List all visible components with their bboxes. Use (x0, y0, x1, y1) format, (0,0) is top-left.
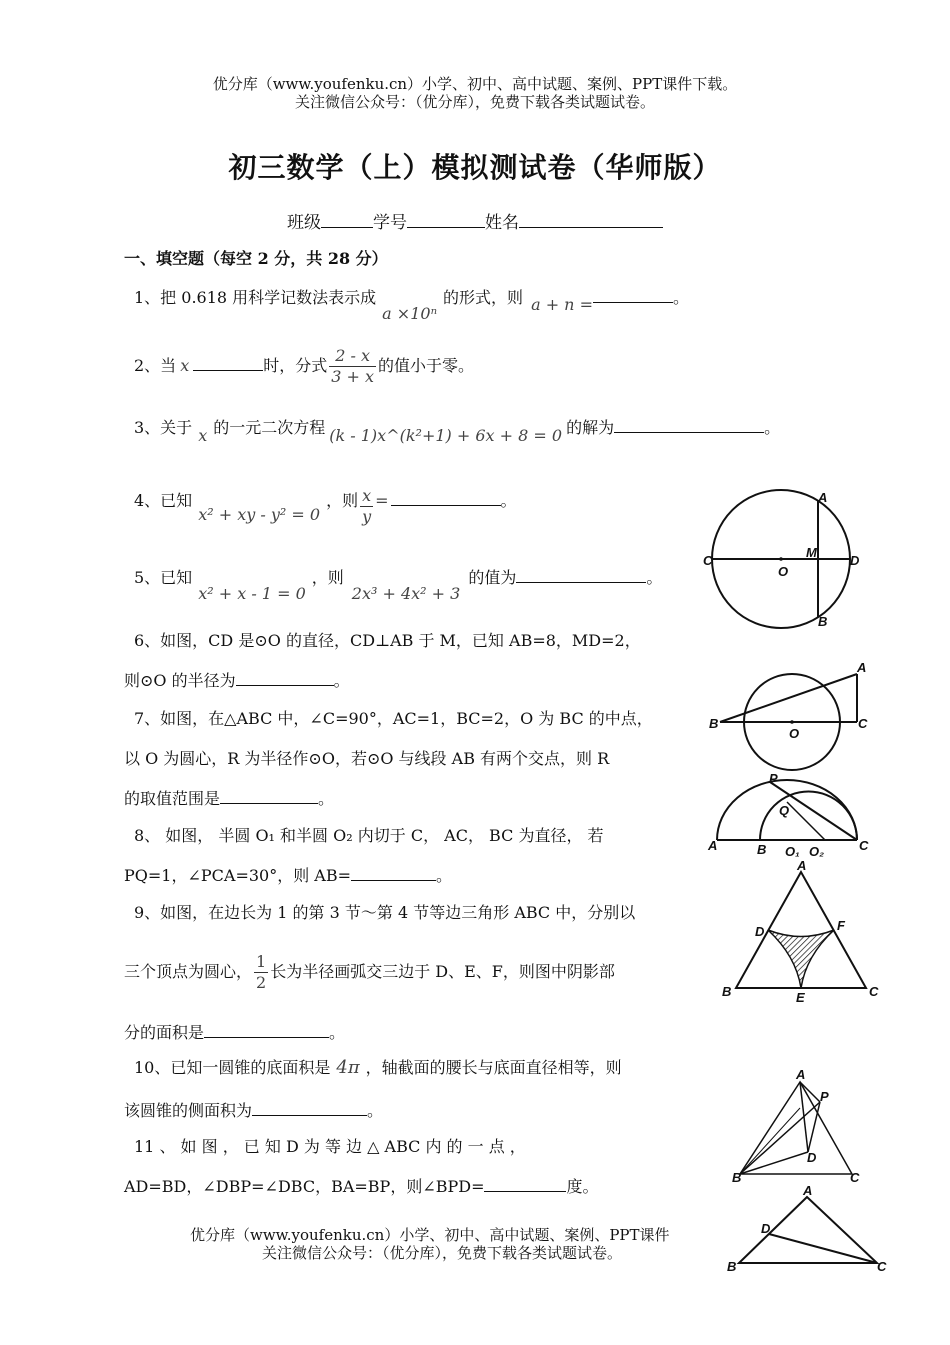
label-B: B (722, 984, 732, 999)
label-D: D (850, 553, 860, 568)
figure-circle-chord (700, 485, 860, 630)
question-8-line-2: PQ=1，∠PCA=30°，则 AB= 。 (124, 866, 453, 885)
question-10-line-2: 该圆锥的侧面积为 。 (124, 1101, 384, 1120)
section-heading: 一、填空题（每空 2 分，共 28 分） (124, 249, 388, 268)
label-A: A (797, 858, 807, 873)
class-blank (321, 211, 373, 228)
figure-triangle-d (725, 1183, 895, 1273)
label-A: A (818, 490, 828, 505)
question-9-line-1: 9、如图，在边长为 1 的第 3 节～第 4 节等边三角形 ABC 中，分别以 (134, 903, 636, 922)
answer-blank (484, 1175, 566, 1192)
label-D: D (807, 1150, 817, 1165)
question-9-line-2: 三个顶点为圆心， $\frac{1}{2}$ 长为半径画弧交三边于 D、E、F，则图中阴影部 (124, 952, 615, 992)
answer-blank (220, 787, 318, 804)
label-D: D (761, 1221, 771, 1236)
question-6-line-2: 则⊙O 的半径为 。 (124, 671, 350, 690)
footer-line-1: 优分库（www.youfenku.cn）小学、初中、高中试题、案例、PPT课件 (190, 1226, 670, 1244)
label-O1: O₁ (785, 844, 800, 859)
figure-triangle-point (730, 1068, 870, 1188)
fraction: $\frac{x}{y}$ (362, 486, 372, 526)
label-C: C (877, 1259, 887, 1274)
answer-blank (593, 286, 673, 303)
answer-blank (516, 566, 646, 583)
label-O: O (789, 726, 800, 741)
label-C: C (850, 1170, 860, 1185)
label-C: C (869, 984, 879, 999)
label-E: E (796, 990, 805, 1005)
label-A: A (857, 660, 867, 675)
question-7-line-3: 的取值范围是 。 (124, 789, 335, 808)
answer-blank (614, 416, 764, 433)
answer-blank (252, 1099, 367, 1116)
figure-semicircles (705, 770, 875, 860)
label-O2: O₂ (809, 844, 825, 859)
label-O: O (778, 564, 789, 579)
answer-blank (236, 669, 334, 686)
question-6-line-1: 6、如图，CD 是⊙O 的直径，CD⊥AB 于 M，已知 AB=8，MD=2， (134, 631, 641, 650)
question-1: 1、把 0.618 用科学记数法表示成a ×10ⁿ的形式，则 a + n = 。 (134, 288, 689, 323)
label-B: B (732, 1170, 742, 1185)
student-info: 班级 学号 姓名 (0, 208, 950, 233)
answer-blank (351, 864, 436, 881)
question-7-line-2: 以 O 为圆心，R 为半径作⊙O，若⊙O 与线段 AB 有两个交点，则 R (124, 749, 610, 768)
footer-line-2: 关注微信公众号：（优分库），免费下载各类试题试卷。 (262, 1244, 623, 1262)
fraction-half: $\frac{1}{2}$ (256, 952, 267, 992)
label-C: C (858, 716, 868, 731)
question-7-line-1: 7、如图，在△ABC 中，∠C=90°，AC=1，BC=2，O 为 BC 的中点， (134, 709, 653, 728)
figure-triangle-circle (705, 660, 875, 745)
label-Q: Q (779, 803, 790, 818)
label-P: P (820, 1089, 829, 1104)
label-B: B (757, 842, 767, 857)
label-A: A (803, 1183, 813, 1198)
question-3: 3、关于 x 的一元二次方程 (k - 1)x^(k²+1) + 6x + 8 = 0 的解为 。 (134, 418, 781, 445)
question-2: 2、当 x 时，分式 $\frac{2 - x}{3 + x}$ 的值小于零。 (134, 346, 475, 386)
question-10-line-1: 10、已知一圆锥的底面积是 4π ，轴截面的腰长与底面直径相等，则 (134, 1057, 622, 1078)
name-blank (519, 211, 663, 228)
label-B: B (727, 1259, 737, 1274)
question-11-line-2: AD=BD，∠DBP=∠DBC，BA=BP，则∠BPD= 度。 (124, 1177, 599, 1196)
label-D: D (755, 924, 765, 939)
header-line-2: 关注微信公众号：（优分库），免费下载各类试题试卷。 (294, 93, 655, 111)
question-5: 5、已知x² + x - 1 = 0，则2x³ + 4x² + 3的值为 。 (134, 568, 663, 603)
question-8-line-1: 8、 如图， 半圆 O₁ 和半圆 O₂ 内切于 C， AC， BC 为直径， 若 (134, 826, 604, 845)
label-F: F (837, 918, 845, 933)
label-A: A (708, 838, 718, 853)
answer-blank (193, 354, 263, 371)
label-M: M (806, 545, 817, 560)
answer-blank (391, 489, 501, 506)
label-B: B (709, 716, 719, 731)
label-C: C (703, 553, 713, 568)
fraction: $\frac{2 - x}{3 + x}$ (331, 346, 375, 386)
label-P: P (769, 771, 778, 786)
question-11-line-1: 11 、 如 图 ， 已 知 D 为 等 边 △ ABC 内 的 一 点 ， (134, 1137, 526, 1156)
id-blank (407, 211, 485, 228)
question-9-line-3: 分的面积是 。 (124, 1023, 346, 1042)
header-line-1: 优分库（www.youfenku.cn）小学、初中、高中试题、案例、PPT课件下载。 (212, 75, 738, 93)
page-title: 初三数学（上）模拟测试卷（华师版） (228, 151, 722, 184)
label-B: B (818, 614, 828, 629)
label-A: A (796, 1067, 806, 1082)
question-4: 4、已知x² + xy - y² = 0，则 $\frac{x}{y}$ = 。 (134, 486, 517, 526)
answer-blank (204, 1021, 329, 1038)
figure-triangle-arcs (718, 858, 883, 1003)
label-C: C (859, 838, 869, 853)
